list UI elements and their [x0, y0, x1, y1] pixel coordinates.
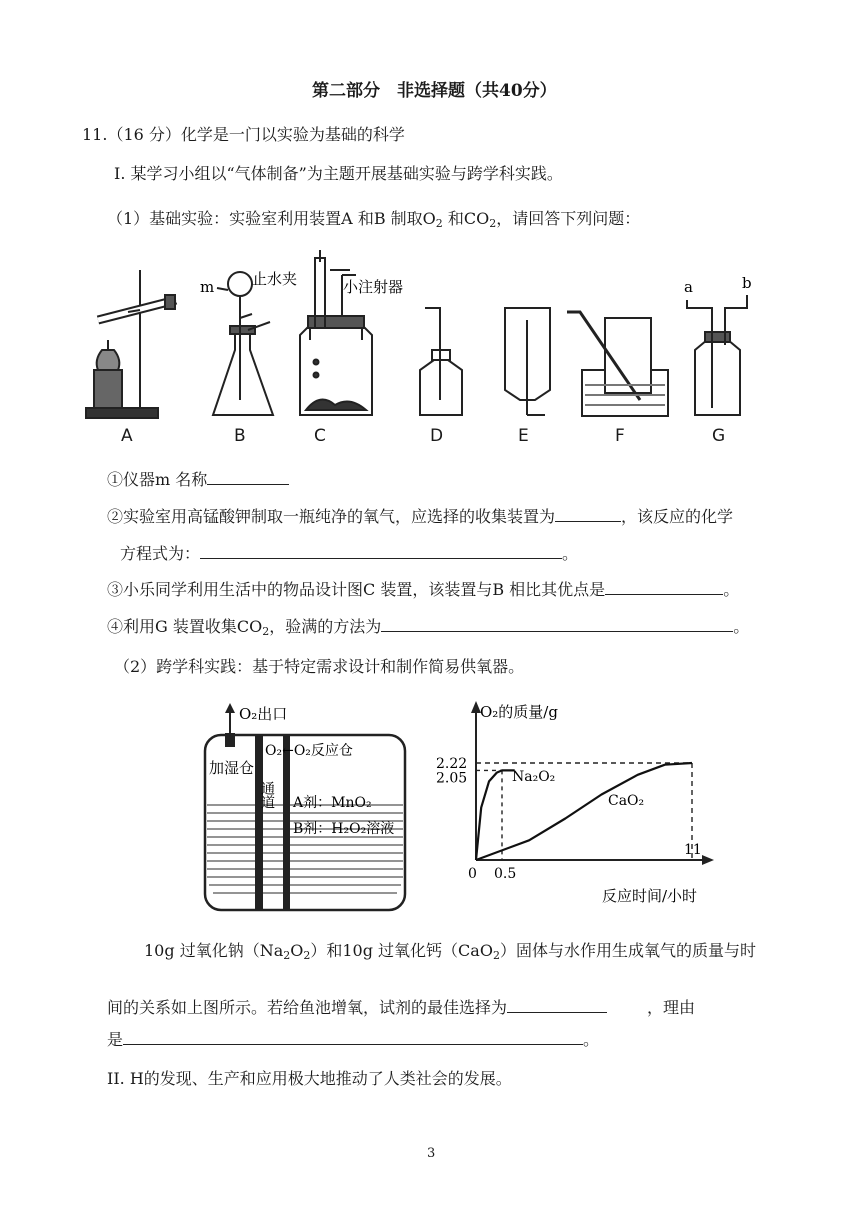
answer-blank-reason[interactable] [123, 1028, 583, 1045]
paragraph-line2 [107, 996, 695, 1019]
x-axis-arrow [702, 855, 714, 865]
apparatus-label-b: B [234, 426, 246, 446]
question-i4-text-a: ④利用G 装置收集CO [107, 617, 263, 636]
label-stopcock: 止水夹 [252, 270, 298, 288]
apparatus-b-icon [213, 272, 273, 415]
question-i2-text-b: ，该反应的化学 [621, 507, 734, 526]
y-tick-2-22: 2.22 [436, 756, 468, 772]
apparatus-d-icon [420, 308, 462, 415]
para-text-g: 是 [107, 1030, 124, 1049]
device-outlet-label: O₂出口 [239, 705, 288, 723]
para-text-c: ）和10g 过氧化钙（CaO [310, 941, 493, 960]
answer-blank-i3[interactable] [605, 578, 723, 595]
subquestion-1 [107, 208, 640, 235]
question-i4-subscript: 2 [262, 625, 270, 638]
question-i2-line2 [120, 542, 578, 565]
apparatus-figure [80, 250, 760, 450]
series-label-na2o2: Na₂O₂ [512, 769, 556, 785]
device-reaction-label: O₂←O₂反应仓 [265, 743, 353, 759]
x-axis-label: 反应时间/小时 [602, 887, 698, 905]
answer-blank-i4[interactable] [381, 615, 733, 632]
sub1-co2-subscript: 2 [489, 217, 497, 230]
series-line-cao2 [476, 763, 692, 860]
subquestion-2: （2）跨学科实践：基于特定需求设计和制作简易供氧器。 [114, 657, 525, 676]
label-m: m [200, 278, 215, 296]
question-i1-text: ①仪器m 名称 [107, 470, 208, 489]
paragraph-line1 [144, 940, 756, 967]
label-b: b [742, 274, 752, 292]
apparatus-label-a: A [121, 426, 133, 446]
question-i4 [107, 615, 749, 643]
question-i4-text-b: ，验满的方法为 [269, 617, 382, 636]
para-text-a: 10g 过氧化钠（Na [144, 941, 284, 960]
device-agent-b-label: B剂：H₂O₂溶液 [293, 821, 395, 837]
apparatus-a-icon [86, 270, 176, 418]
question-i2 [107, 505, 733, 528]
para-text-h: 。 [583, 1030, 600, 1049]
apparatus-f-icon [567, 312, 668, 416]
apparatus-e-icon [505, 308, 550, 415]
sub1-text-c: ，请回答下列问题： [496, 209, 641, 228]
answer-blank-reagent[interactable] [507, 996, 607, 1013]
question-i2-text-c: 方程式为： [120, 544, 201, 563]
part1-intro: I. 某学习小组以“气体制备”为主题开展基础实验与跨学科实践。 [114, 164, 563, 183]
label-a: a [684, 278, 693, 296]
para-na2o2-sub2: 2 [303, 949, 311, 962]
x-tick-0: 0 [468, 866, 477, 882]
series-line-na2o2 [476, 770, 515, 860]
device-humidifier-label: 加湿仓 [209, 759, 255, 777]
question-i4-end: 。 [733, 617, 750, 636]
y-axis-label: O₂的质量/g [480, 703, 558, 721]
para-na2o2-sub1: 2 [283, 949, 291, 962]
apparatus-label-f: F [615, 426, 625, 446]
x-tick-0-5: 0.5 [494, 866, 517, 882]
apparatus-label-d: D [430, 426, 444, 446]
para-text-b: O [290, 941, 304, 960]
part2-heading: II. H的发现、生产和应用极大地推动了人类社会的发展。 [107, 1069, 512, 1088]
o2-mass-chart [430, 695, 730, 920]
para-text-f: ，理由 [647, 998, 696, 1017]
question-i2-text-a: ②实验室用高锰酸钾制取一瓶纯净的氧气，应选择的收集装置为 [107, 507, 556, 526]
apparatus-g-icon [687, 295, 747, 415]
answer-blank-i1[interactable] [207, 468, 289, 485]
sub1-text-a: （1）基础实验：实验室利用装置A 和B 制取O [107, 209, 436, 228]
device-agent-a-label: A剂：MnO₂ [293, 795, 372, 811]
question-i3-end: 。 [723, 580, 740, 599]
apparatus-label-c: C [314, 426, 326, 446]
oxygen-device-figure [195, 695, 420, 917]
y-tick-2-05: 2.05 [436, 770, 468, 787]
question-i1 [107, 468, 289, 491]
apparatus-label-e: E [518, 426, 529, 446]
question-11-heading: 11.（16 分）化学是一门以实验为基础的科学 [82, 125, 405, 144]
question-i2-end: 。 [562, 544, 579, 563]
x-tick-11: 11 [684, 842, 702, 858]
answer-blank-i2-collection[interactable] [555, 505, 621, 522]
para-text-e: 间的关系如上图所示。若给鱼池增氧，试剂的最佳选择为 [107, 998, 508, 1017]
sub1-o2-subscript: 2 [435, 217, 443, 230]
section-title: 第二部分 非选择题（共40分） [312, 81, 557, 101]
answer-blank-i2-equation[interactable] [200, 542, 562, 559]
paragraph-line3 [107, 1028, 599, 1051]
sub1-text-b: 和CO [442, 209, 490, 228]
apparatus-label-g: G [712, 426, 726, 446]
para-text-d: ）固体与水作用生成氧气的质量与时 [499, 941, 756, 960]
apparatus-c-icon [300, 250, 372, 415]
label-syringe: 小注射器 [343, 278, 404, 296]
series-label-cao2: CaO₂ [608, 793, 645, 809]
question-i3-text: ③小乐同学利用生活中的物品设计图C 装置，该装置与B 相比其优点是 [107, 580, 606, 599]
page-number: 3 [427, 1146, 436, 1161]
para-cao2-sub: 2 [492, 949, 500, 962]
question-i3 [107, 578, 739, 601]
device-channel-label: 通道 [259, 781, 275, 809]
